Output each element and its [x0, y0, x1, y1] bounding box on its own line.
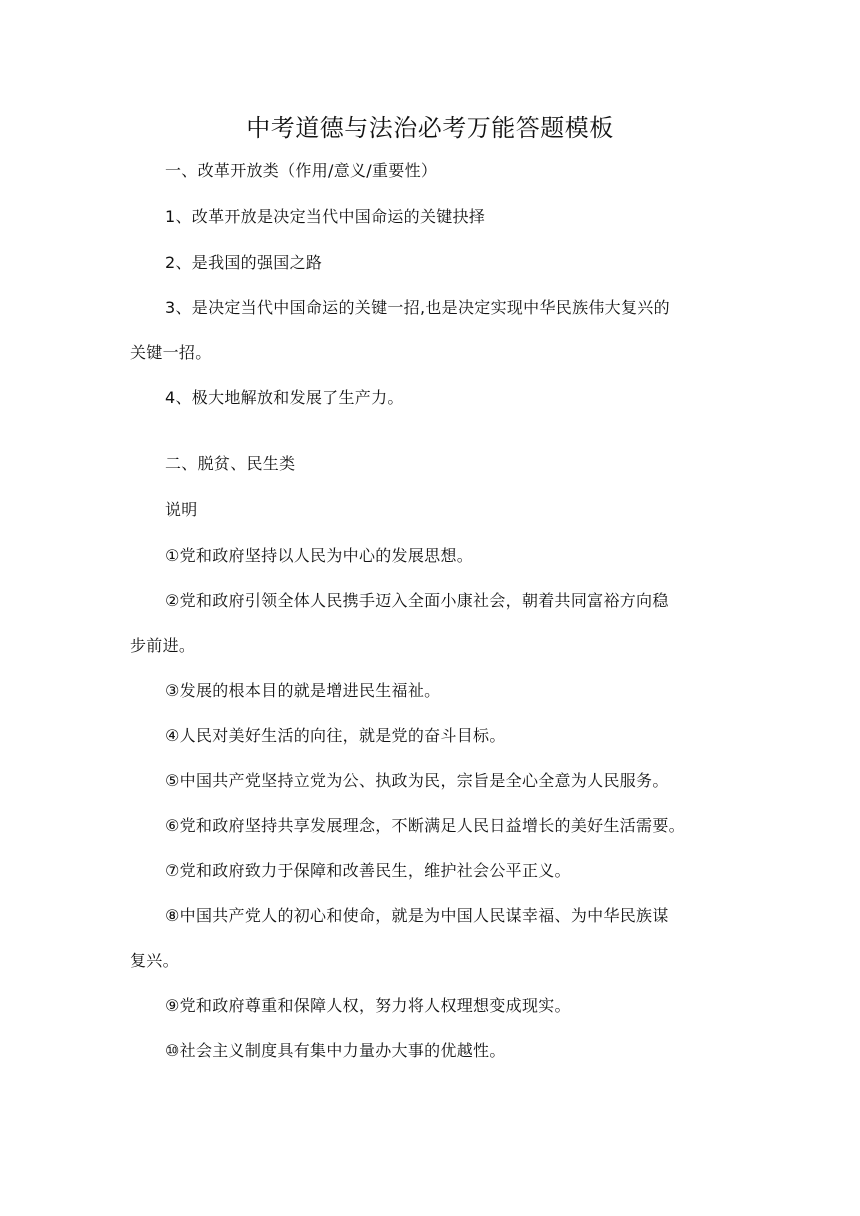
section-subheading-explanation: 说明 — [165, 500, 198, 519]
livelihood-item-2-continued: 步前进。 — [130, 636, 196, 655]
livelihood-item-9: ⑨党和政府尊重和保障人权，努力将人权理想变成现实。 — [165, 996, 571, 1015]
section-heading-reform: 一、改革开放类（作用/意义/重要性） — [165, 161, 438, 180]
livelihood-item-5: ⑤中国共产党坚持立党为公、执政为民，宗旨是全心全意为人民服务。 — [165, 771, 669, 790]
livelihood-item-3: ③发展的根本目的就是增进民生福祉。 — [165, 681, 441, 700]
reform-item-2: 2、是我国的强国之路 — [165, 253, 323, 272]
livelihood-item-10: ⑩社会主义制度具有集中力量办大事的优越性。 — [165, 1041, 506, 1060]
livelihood-item-2: ②党和政府引领全体人民携手迈入全面小康社会，朝着共同富裕方向稳 — [165, 591, 669, 610]
section-heading-livelihood: 二、脱贫、民生类 — [165, 454, 296, 473]
livelihood-item-7: ⑦党和政府致力于保障和改善民生，维护社会公平正义。 — [165, 861, 571, 880]
reform-item-3-continued: 关键一招。 — [130, 343, 212, 362]
livelihood-item-4: ④人民对美好生活的向往，就是党的奋斗目标。 — [165, 726, 506, 745]
reform-item-3: 3、是决定当代中国命运的关键一招,也是决定实现中华民族伟大复兴的 — [165, 298, 670, 317]
reform-item-1: 1、改革开放是决定当代中国命运的关键抉择 — [165, 207, 486, 226]
document-title: 中考道德与法治必考万能答题模板 — [246, 114, 614, 142]
livelihood-item-1: ①党和政府坚持以人民为中心的发展思想。 — [165, 546, 474, 565]
livelihood-item-8-continued: 复兴。 — [130, 951, 179, 970]
livelihood-item-8: ⑧中国共产党人的初心和使命，就是为中国人民谋幸福、为中华民族谋 — [165, 906, 669, 925]
reform-item-4: 4、极大地解放和发展了生产力。 — [165, 388, 404, 407]
livelihood-item-6: ⑥党和政府坚持共享发展理念，不断满足人民日益增长的美好生活需要。 — [165, 816, 685, 835]
